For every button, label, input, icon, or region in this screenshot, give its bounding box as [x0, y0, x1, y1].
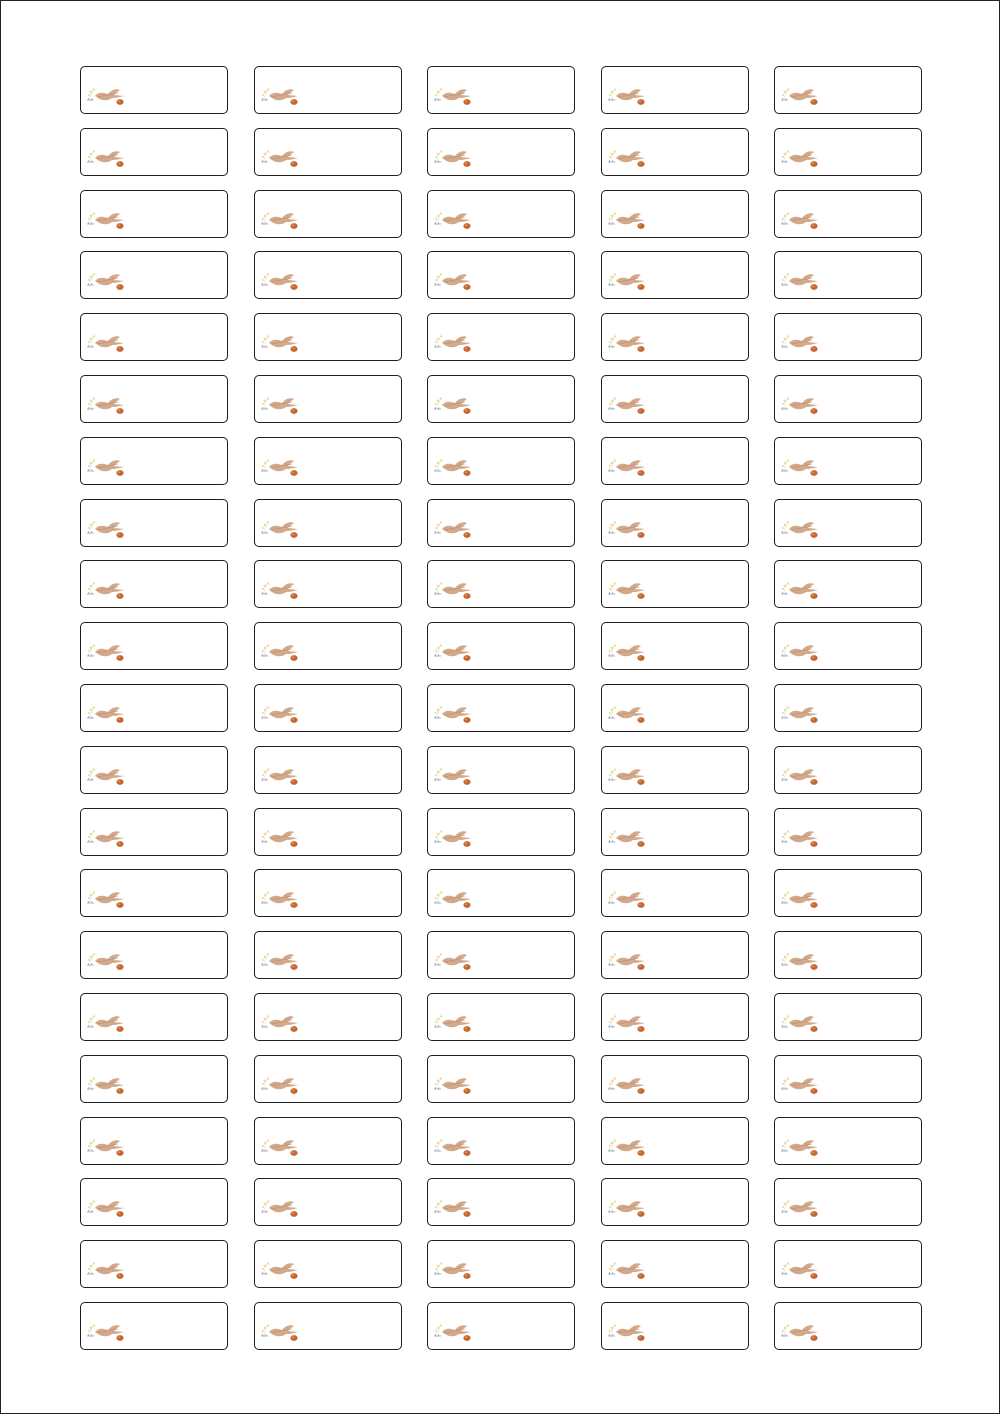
label-cell	[427, 993, 575, 1041]
label-cell	[774, 869, 922, 917]
label-cell	[601, 684, 749, 732]
autumn-leaf-sprig-icon	[431, 209, 473, 231]
autumn-leaf-sprig-icon	[431, 765, 473, 787]
label-cell	[774, 622, 922, 670]
label-cell	[774, 66, 922, 114]
autumn-leaf-sprig-icon	[431, 641, 473, 663]
autumn-leaf-sprig-icon	[258, 1321, 300, 1343]
autumn-leaf-sprig-icon	[605, 270, 647, 292]
label-cell	[80, 1240, 228, 1288]
autumn-leaf-sprig-icon	[778, 1197, 820, 1219]
autumn-leaf-sprig-icon	[258, 1074, 300, 1096]
label-cell	[427, 1117, 575, 1165]
label-cell	[80, 931, 228, 979]
autumn-leaf-sprig-icon	[431, 1012, 473, 1034]
autumn-leaf-sprig-icon	[431, 579, 473, 601]
autumn-leaf-sprig-icon	[431, 456, 473, 478]
label-cell	[254, 622, 402, 670]
autumn-leaf-sprig-icon	[84, 518, 126, 540]
label-cell	[774, 1302, 922, 1350]
label-cell	[601, 808, 749, 856]
label-cell	[427, 560, 575, 608]
autumn-leaf-sprig-icon	[84, 765, 126, 787]
autumn-leaf-sprig-icon	[258, 641, 300, 663]
label-cell	[427, 251, 575, 299]
label-cell	[774, 746, 922, 794]
label-cell	[80, 190, 228, 238]
label-cell	[774, 1055, 922, 1103]
autumn-leaf-sprig-icon	[605, 147, 647, 169]
label-cell	[427, 1178, 575, 1226]
autumn-leaf-sprig-icon	[84, 394, 126, 416]
label-grid	[80, 66, 922, 1350]
autumn-leaf-sprig-icon	[258, 209, 300, 231]
label-cell	[601, 66, 749, 114]
autumn-leaf-sprig-icon	[431, 270, 473, 292]
label-cell	[774, 1117, 922, 1165]
label-cell	[601, 993, 749, 1041]
label-cell	[80, 1055, 228, 1103]
label-cell	[254, 1240, 402, 1288]
autumn-leaf-sprig-icon	[778, 827, 820, 849]
label-cell	[254, 560, 402, 608]
label-cell	[774, 499, 922, 547]
label-cell	[774, 684, 922, 732]
autumn-leaf-sprig-icon	[84, 1136, 126, 1158]
autumn-leaf-sprig-icon	[84, 332, 126, 354]
label-cell	[254, 869, 402, 917]
autumn-leaf-sprig-icon	[605, 456, 647, 478]
label-cell	[80, 499, 228, 547]
label-cell	[774, 375, 922, 423]
autumn-leaf-sprig-icon	[84, 85, 126, 107]
autumn-leaf-sprig-icon	[605, 765, 647, 787]
autumn-leaf-sprig-icon	[84, 703, 126, 725]
autumn-leaf-sprig-icon	[431, 332, 473, 354]
label-cell	[601, 251, 749, 299]
autumn-leaf-sprig-icon	[431, 1074, 473, 1096]
label-cell	[427, 931, 575, 979]
autumn-leaf-sprig-icon	[431, 1197, 473, 1219]
label-cell	[80, 66, 228, 114]
autumn-leaf-sprig-icon	[84, 950, 126, 972]
autumn-leaf-sprig-icon	[258, 1259, 300, 1281]
label-cell	[80, 1117, 228, 1165]
label-cell	[601, 746, 749, 794]
label-cell	[601, 437, 749, 485]
autumn-leaf-sprig-icon	[431, 518, 473, 540]
autumn-leaf-sprig-icon	[258, 270, 300, 292]
label-cell	[80, 437, 228, 485]
autumn-leaf-sprig-icon	[84, 1197, 126, 1219]
label-cell	[254, 993, 402, 1041]
autumn-leaf-sprig-icon	[605, 579, 647, 601]
label-cell	[601, 1055, 749, 1103]
autumn-leaf-sprig-icon	[431, 827, 473, 849]
label-cell	[427, 437, 575, 485]
autumn-leaf-sprig-icon	[605, 888, 647, 910]
autumn-leaf-sprig-icon	[605, 518, 647, 540]
autumn-leaf-sprig-icon	[605, 332, 647, 354]
autumn-leaf-sprig-icon	[431, 1136, 473, 1158]
autumn-leaf-sprig-icon	[778, 1259, 820, 1281]
label-cell	[427, 190, 575, 238]
autumn-leaf-sprig-icon	[778, 703, 820, 725]
label-cell	[774, 313, 922, 361]
autumn-leaf-sprig-icon	[258, 332, 300, 354]
autumn-leaf-sprig-icon	[778, 1012, 820, 1034]
autumn-leaf-sprig-icon	[605, 1012, 647, 1034]
autumn-leaf-sprig-icon	[778, 270, 820, 292]
autumn-leaf-sprig-icon	[778, 641, 820, 663]
label-cell	[427, 684, 575, 732]
autumn-leaf-sprig-icon	[258, 579, 300, 601]
label-cell	[254, 1302, 402, 1350]
autumn-leaf-sprig-icon	[84, 1321, 126, 1343]
autumn-leaf-sprig-icon	[258, 85, 300, 107]
label-cell	[254, 251, 402, 299]
label-cell	[774, 993, 922, 1041]
label-cell	[774, 931, 922, 979]
label-cell	[254, 313, 402, 361]
autumn-leaf-sprig-icon	[84, 1074, 126, 1096]
label-cell	[427, 313, 575, 361]
label-cell	[254, 684, 402, 732]
autumn-leaf-sprig-icon	[431, 147, 473, 169]
label-cell	[601, 1240, 749, 1288]
autumn-leaf-sprig-icon	[605, 827, 647, 849]
autumn-leaf-sprig-icon	[84, 1012, 126, 1034]
autumn-leaf-sprig-icon	[84, 456, 126, 478]
autumn-leaf-sprig-icon	[84, 147, 126, 169]
label-cell	[601, 931, 749, 979]
autumn-leaf-sprig-icon	[84, 888, 126, 910]
autumn-leaf-sprig-icon	[605, 641, 647, 663]
autumn-leaf-sprig-icon	[778, 456, 820, 478]
autumn-leaf-sprig-icon	[84, 1259, 126, 1281]
autumn-leaf-sprig-icon	[605, 1197, 647, 1219]
autumn-leaf-sprig-icon	[258, 1197, 300, 1219]
autumn-leaf-sprig-icon	[84, 641, 126, 663]
autumn-leaf-sprig-icon	[605, 1321, 647, 1343]
label-cell	[774, 437, 922, 485]
autumn-leaf-sprig-icon	[84, 209, 126, 231]
autumn-leaf-sprig-icon	[258, 703, 300, 725]
autumn-leaf-sprig-icon	[258, 827, 300, 849]
label-cell	[254, 931, 402, 979]
autumn-leaf-sprig-icon	[778, 85, 820, 107]
autumn-leaf-sprig-icon	[778, 579, 820, 601]
label-cell	[254, 499, 402, 547]
autumn-leaf-sprig-icon	[778, 765, 820, 787]
autumn-leaf-sprig-icon	[605, 1259, 647, 1281]
autumn-leaf-sprig-icon	[258, 518, 300, 540]
autumn-leaf-sprig-icon	[605, 950, 647, 972]
label-cell	[427, 1055, 575, 1103]
label-cell	[601, 560, 749, 608]
label-cell	[80, 560, 228, 608]
label-cell	[601, 499, 749, 547]
autumn-leaf-sprig-icon	[258, 950, 300, 972]
autumn-leaf-sprig-icon	[258, 456, 300, 478]
autumn-leaf-sprig-icon	[258, 1012, 300, 1034]
autumn-leaf-sprig-icon	[258, 147, 300, 169]
autumn-leaf-sprig-icon	[431, 703, 473, 725]
label-cell	[80, 993, 228, 1041]
label-cell	[601, 313, 749, 361]
label-cell	[427, 66, 575, 114]
label-cell	[80, 622, 228, 670]
label-cell	[80, 251, 228, 299]
label-cell	[254, 1178, 402, 1226]
label-cell	[774, 808, 922, 856]
autumn-leaf-sprig-icon	[258, 888, 300, 910]
label-cell	[427, 499, 575, 547]
label-cell	[254, 375, 402, 423]
label-cell	[254, 128, 402, 176]
autumn-leaf-sprig-icon	[778, 1074, 820, 1096]
autumn-leaf-sprig-icon	[84, 270, 126, 292]
autumn-leaf-sprig-icon	[778, 888, 820, 910]
autumn-leaf-sprig-icon	[605, 85, 647, 107]
label-cell	[601, 1302, 749, 1350]
autumn-leaf-sprig-icon	[431, 1259, 473, 1281]
label-cell	[254, 1055, 402, 1103]
autumn-leaf-sprig-icon	[778, 1321, 820, 1343]
label-cell	[774, 128, 922, 176]
autumn-leaf-sprig-icon	[778, 332, 820, 354]
autumn-leaf-sprig-icon	[778, 209, 820, 231]
label-cell	[774, 190, 922, 238]
autumn-leaf-sprig-icon	[258, 394, 300, 416]
label-cell	[427, 808, 575, 856]
autumn-leaf-sprig-icon	[605, 209, 647, 231]
autumn-leaf-sprig-icon	[778, 518, 820, 540]
label-cell	[601, 190, 749, 238]
autumn-leaf-sprig-icon	[431, 888, 473, 910]
label-cell	[427, 622, 575, 670]
label-cell	[601, 622, 749, 670]
label-cell	[427, 1240, 575, 1288]
label-cell	[80, 684, 228, 732]
label-cell	[80, 746, 228, 794]
autumn-leaf-sprig-icon	[431, 394, 473, 416]
autumn-leaf-sprig-icon	[431, 950, 473, 972]
autumn-leaf-sprig-icon	[605, 394, 647, 416]
autumn-leaf-sprig-icon	[258, 1136, 300, 1158]
label-cell	[601, 869, 749, 917]
autumn-leaf-sprig-icon	[778, 950, 820, 972]
label-cell	[254, 437, 402, 485]
label-cell	[427, 375, 575, 423]
autumn-leaf-sprig-icon	[431, 85, 473, 107]
label-cell	[427, 1302, 575, 1350]
autumn-leaf-sprig-icon	[431, 1321, 473, 1343]
autumn-leaf-sprig-icon	[778, 147, 820, 169]
label-cell	[427, 869, 575, 917]
autumn-leaf-sprig-icon	[84, 579, 126, 601]
label-cell	[80, 869, 228, 917]
label-cell	[80, 313, 228, 361]
label-cell	[80, 375, 228, 423]
label-cell	[774, 251, 922, 299]
label-cell	[80, 1178, 228, 1226]
autumn-leaf-sprig-icon	[258, 765, 300, 787]
label-cell	[80, 808, 228, 856]
autumn-leaf-sprig-icon	[84, 827, 126, 849]
label-cell	[601, 128, 749, 176]
label-cell	[774, 1240, 922, 1288]
autumn-leaf-sprig-icon	[605, 703, 647, 725]
label-cell	[601, 1117, 749, 1165]
autumn-leaf-sprig-icon	[778, 394, 820, 416]
label-cell	[80, 1302, 228, 1350]
label-cell	[601, 1178, 749, 1226]
autumn-leaf-sprig-icon	[605, 1074, 647, 1096]
label-cell	[774, 560, 922, 608]
label-cell	[254, 66, 402, 114]
label-cell	[427, 128, 575, 176]
label-cell	[254, 808, 402, 856]
label-cell	[601, 375, 749, 423]
label-cell	[774, 1178, 922, 1226]
label-cell	[427, 746, 575, 794]
label-cell	[80, 128, 228, 176]
autumn-leaf-sprig-icon	[605, 1136, 647, 1158]
autumn-leaf-sprig-icon	[778, 1136, 820, 1158]
label-cell	[254, 190, 402, 238]
label-cell	[254, 1117, 402, 1165]
label-cell	[254, 746, 402, 794]
